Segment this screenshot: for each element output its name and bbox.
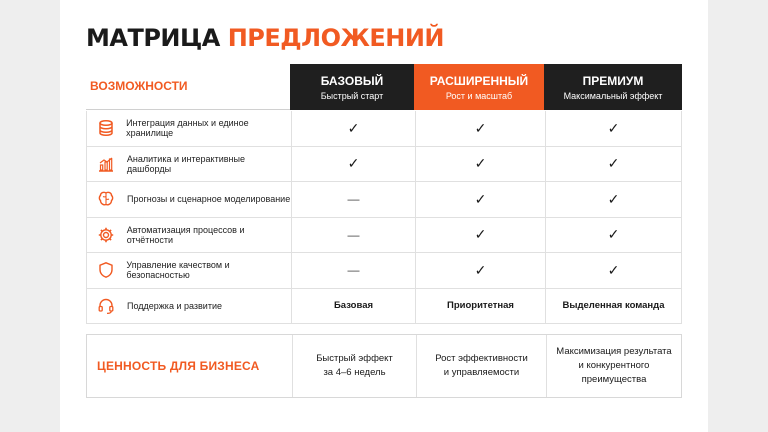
page-title — [86, 24, 444, 52]
business-value-premium — [546, 335, 681, 397]
feature-cell — [86, 218, 291, 253]
plan-subtitle: Рост и масштаб — [445, 90, 513, 101]
gear-icon — [95, 224, 117, 246]
value-extended: Приоритетная — [415, 289, 545, 324]
value-basic: ✓ — [291, 147, 415, 182]
value-basic: — — [291, 182, 415, 217]
value-extended: ✓ — [415, 253, 545, 288]
feature-cell — [86, 111, 291, 146]
value-line: и конкурентного преимущества — [578, 360, 650, 385]
value-basic: ✓ — [291, 111, 415, 146]
table-row — [86, 182, 682, 218]
value-basic: Базовая — [291, 289, 415, 324]
value-line: и управляемости — [443, 367, 520, 378]
value-extended: ✓ — [415, 147, 545, 182]
value-basic: — — [291, 253, 415, 288]
plan-name: ПРЕМИУМ — [582, 73, 644, 88]
plan-name: РАСШИРЕННЫЙ — [429, 73, 529, 88]
feature-label: Управление качеством и безопасностью — [126, 260, 230, 281]
table-row — [86, 289, 682, 325]
business-value-basic — [292, 335, 416, 397]
feature-cell — [86, 147, 291, 182]
feature-cell — [86, 253, 291, 288]
business-value-label: ЦЕННОСТЬ ДЛЯ БИЗНЕСА — [97, 359, 260, 373]
value-premium: ✓ — [545, 182, 682, 217]
value-extended: ✓ — [415, 218, 545, 253]
plan-name: БАЗОВЫЙ — [320, 73, 384, 88]
value-extended: ✓ — [415, 182, 545, 217]
value-premium: ✓ — [545, 111, 682, 146]
feature-label: Автоматизация процессов и отчётности — [126, 224, 245, 245]
table-row — [86, 218, 682, 254]
headset-icon — [95, 295, 117, 317]
shield-icon — [95, 259, 116, 281]
value-line: Максимизация результата — [556, 346, 672, 357]
feature-label: Прогнозы и сценарное моделирование — [127, 194, 291, 205]
analytics-chart-icon — [95, 153, 117, 175]
table-row — [86, 147, 682, 183]
features-header: ВОЗМОЖНОСТИ — [86, 64, 290, 110]
plan-header-extended — [414, 64, 544, 110]
plan-subtitle: Быстрый старт — [320, 90, 384, 101]
value-premium: Выделенная команда — [545, 289, 682, 324]
table-row — [86, 111, 682, 147]
value-basic: — — [291, 218, 415, 253]
feature-label: Поддержка и развитие — [127, 300, 222, 311]
slide — [60, 0, 708, 432]
brain-icon — [95, 188, 117, 210]
plan-subtitle: Максимальный эффект — [563, 90, 663, 101]
database-icon — [95, 117, 116, 139]
plan-header-basic — [290, 64, 414, 110]
title-main: МАТРИЦА — [86, 24, 220, 52]
business-value-extended — [416, 335, 546, 397]
value-line: за 4–6 недель — [323, 367, 386, 378]
value-premium: ✓ — [545, 147, 682, 182]
value-premium: ✓ — [545, 218, 682, 253]
feature-label: Аналитика и интерактивные дашборды — [126, 153, 245, 174]
value-line: Рост эффективности — [435, 353, 528, 364]
feature-label: Интеграция данных и единое хранилище — [126, 118, 249, 139]
feature-cell — [86, 182, 291, 217]
value-extended: ✓ — [415, 111, 545, 146]
table-row — [86, 253, 682, 289]
feature-cell — [86, 289, 291, 324]
business-value-row — [86, 334, 682, 398]
plan-header-premium — [544, 64, 682, 110]
feature-table — [86, 111, 682, 324]
value-premium: ✓ — [545, 253, 682, 288]
title-accent: ПРЕДЛОЖЕНИЙ — [227, 24, 445, 52]
value-line: Быстрый эффект — [316, 353, 393, 364]
